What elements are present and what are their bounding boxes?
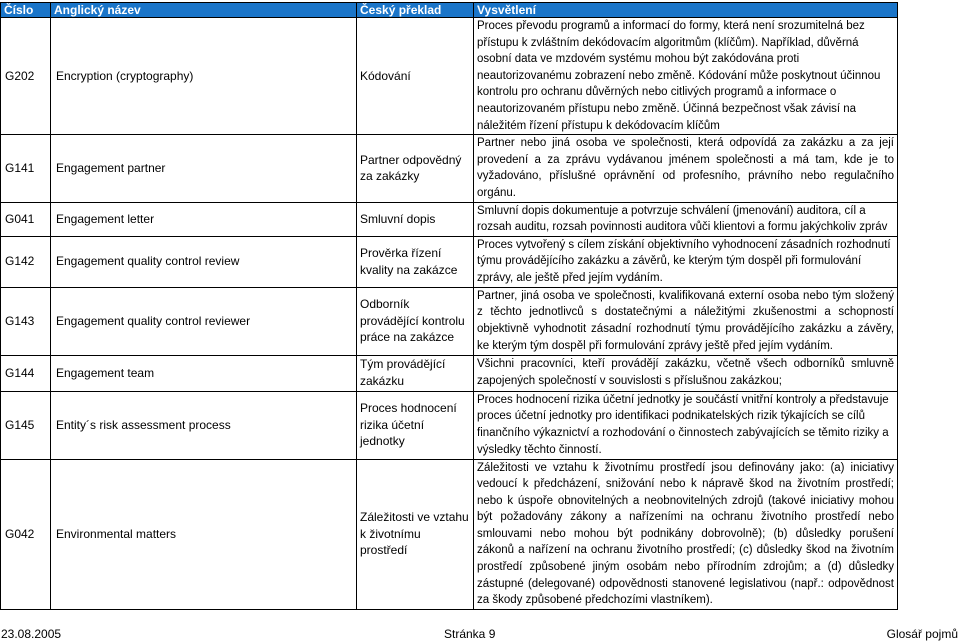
term-czech: Záležitosti ve vztahu k životnímu prostředí bbox=[357, 459, 474, 609]
term-id: G145 bbox=[1, 391, 51, 459]
table-row bbox=[1, 202, 898, 236]
term-id: G202 bbox=[1, 18, 51, 135]
table-row bbox=[1, 355, 898, 391]
table-header-row bbox=[1, 3, 898, 18]
term-czech: Kódování bbox=[357, 18, 474, 135]
table-row bbox=[1, 391, 898, 459]
term-id: G143 bbox=[1, 287, 51, 355]
term-czech: Prověrka řízení kvality na zakázce bbox=[357, 236, 474, 287]
term-english: Entity´s risk assessment process bbox=[51, 391, 357, 459]
glossary-table bbox=[0, 2, 898, 610]
term-description: Všichni pracovníci, kteří provádějí zakázku, včetně všech odborníků smluvně zapojených společností v souvislosti s příslušnou zakázkou; bbox=[474, 355, 898, 391]
table-row bbox=[1, 287, 898, 355]
term-english: Engagement team bbox=[51, 355, 357, 391]
term-english: Environmental matters bbox=[51, 459, 357, 609]
term-id: G141 bbox=[1, 135, 51, 202]
term-description: Partner, jiná osoba ve společnosti, kvalifikovaná externí osoba nebo tým složený z těchto jednotlivců s dostatečnými a náležitými zkušenostmi a schopností objektivně vyhodnotit zásadní rozhodnutí týmu provádějícího zakázku a závěry, ke kterým tým dospěl při formulování zprávy ještě před jejím vydáním. bbox=[474, 287, 898, 355]
term-czech: Smluvní dopis bbox=[357, 202, 474, 236]
term-czech: Partner odpovědný za zakázky bbox=[357, 135, 474, 202]
term-english: Engagement partner bbox=[51, 135, 357, 202]
footer-date: 23.08.2005 bbox=[1, 627, 62, 641]
term-english: Engagement letter bbox=[51, 202, 357, 236]
term-czech: Tým provádějící zakázku bbox=[357, 355, 474, 391]
term-id: G144 bbox=[1, 355, 51, 391]
term-id: G042 bbox=[1, 459, 51, 609]
header-description: Vysvětlení bbox=[474, 3, 898, 18]
footer-page-number: Stránka 9 bbox=[444, 627, 496, 641]
header-id: Číslo bbox=[1, 3, 51, 18]
term-description: Proces vytvořený s cílem získání objektivního vyhodnocení zásadních rozhodnutí týmu provádějícího zakázku a závěrů, ke kterým tým dospěl při formulování zprávy, ale ještě před jejím vydáním. bbox=[474, 236, 898, 287]
term-id: G142 bbox=[1, 236, 51, 287]
table-row bbox=[1, 135, 898, 202]
header-english-name: Anglický název bbox=[51, 3, 357, 18]
term-id: G041 bbox=[1, 202, 51, 236]
term-english: Engagement quality control review bbox=[51, 236, 357, 287]
table-row bbox=[1, 18, 898, 135]
term-description: Proces převodu programů a informací do formy, která není srozumitelná bez přístupu k zvláštním dekódovacím algoritmům (klíčům). Například, důvěrná osobní data ve mzdovém systému mohou být zakódována proti neautorizovanému zobrazení nebo změně. Kódování může poskytnout účinnou kontrolu pro ochranu důvěrných nebo citlivých programů a informace o neautorizovaném přístupu nebo změně. Účinná bezpečnost však závisí na náležitém řízení přístupu k dekódovacím klíčům bbox=[474, 18, 898, 135]
term-english: Engagement quality control reviewer bbox=[51, 287, 357, 355]
term-description: Smluvní dopis dokumentuje a potvrzuje schválení (jmenování) auditora, cíl a rozsah auditu, rozsah povinnosti auditora vůči klientovi a formu jakýchkoliv zpráv bbox=[474, 202, 898, 236]
table-row bbox=[1, 236, 898, 287]
term-description: Záležitosti ve vztahu k životnímu prostředí jsou definovány jako: (a) iniciativy vedoucí k předcházení, snižování nebo k nápravě škod na životním prostředí; nebo k úspoře obnovitelných a neobnovitelných zdrojů (takové iniciativy mohou být požadovány zákony a nařízeními na ochranu životního prostředí nebo smlouvami nebo mohou být podnikány dobrovolně); (b) důsledky porušení zákonů a nařízení na ochranu životního prostředí; (c) důsledky škod na životním prostředí způsobené jiným osobám nebo přírodním zdrojům; a (d) důsledky zástupné (delegované) odpovědnosti stanovené legislativou (např.: odpovědnost za škody způsobené předchozími vlastníkem). bbox=[474, 459, 898, 609]
table-row bbox=[1, 459, 898, 609]
footer-document-title: Glosář pojmů bbox=[886, 627, 958, 641]
header-czech-translation: Český překlad bbox=[357, 3, 474, 18]
term-description: Partner nebo jiná osoba ve společnosti, která odpovídá za zakázku a za její provedení a za zprávu vydávanou jménem společnosti a má tam, kde je to vyžadováno, příslušné oprávnění od profesního, právního nebo regulačního orgánu. bbox=[474, 135, 898, 202]
term-czech: Proces hodnocení rizika účetní jednotky bbox=[357, 391, 474, 459]
term-description: Proces hodnocení rizika účetní jednotky je součástí vnitřní kontroly a představuje proces účetní jednotky pro identifikaci podnikatelských rizik týkajících se cílů finančního výkaznictví a rozhodování o činnostech zabývajících se těmito riziky a výsledky těchto činností. bbox=[474, 391, 898, 459]
term-czech: Odborník provádějící kontrolu práce na zakázce bbox=[357, 287, 474, 355]
term-english: Encryption (cryptography) bbox=[51, 18, 357, 135]
